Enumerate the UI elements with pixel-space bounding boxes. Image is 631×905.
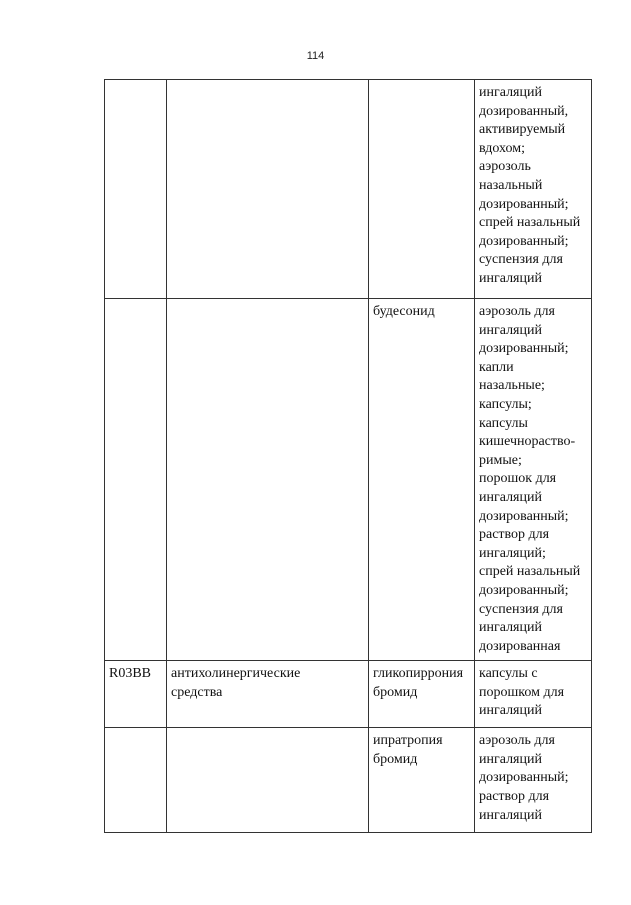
dosage-form-line: ингаляций	[479, 703, 542, 719]
dosage-form-line: дозированный;	[479, 582, 569, 598]
atc-code-cell	[105, 728, 167, 833]
dosage-form-line: вдохом;	[479, 140, 525, 156]
dosage-form-line: ингаляций	[479, 270, 542, 286]
dosage-form-cell	[475, 80, 592, 299]
group-cell	[167, 299, 369, 661]
dosage-form-line: спрей назальный	[479, 564, 581, 580]
substance-line: гликопиррония	[373, 666, 464, 682]
dosage-form-line: дозированный,	[479, 103, 569, 119]
dosage-form-line: назальный	[479, 177, 543, 193]
substance-cell	[369, 661, 475, 728]
table-row	[105, 80, 592, 299]
dosage-form-line: раствор для	[479, 789, 550, 805]
dosage-form-cell	[475, 728, 592, 833]
dosage-form-line: дозированный;	[479, 233, 569, 249]
atc-code-cell	[105, 80, 167, 299]
dosage-form-line: капсулы;	[479, 396, 532, 412]
drug-table	[104, 79, 592, 833]
atc-code-cell	[105, 299, 167, 661]
table-row	[105, 661, 592, 728]
dosage-form-line: ингаляций	[479, 322, 542, 338]
dosage-form-line: дозированный;	[479, 341, 569, 357]
group-cell	[167, 661, 369, 728]
group-line: антихолинергические	[171, 666, 301, 682]
group-line: средства	[171, 684, 223, 700]
substance-cell	[369, 299, 475, 661]
dosage-form-line: капсулы	[479, 415, 528, 431]
dosage-form-line: порошок для	[479, 471, 557, 487]
dosage-form-line: ингаляций	[479, 620, 542, 636]
dosage-form-line: активируемый	[479, 122, 566, 138]
dosage-form-line: спрей назальный	[479, 215, 581, 231]
atc-code-cell: R03BB	[105, 661, 167, 728]
dosage-form-line: кишечнораство-	[479, 434, 576, 450]
substance-cell	[369, 728, 475, 833]
dosage-form-line: аэрозоль для	[479, 304, 555, 319]
dosage-form-line: аэрозоль	[479, 159, 531, 175]
dosage-form-cell	[475, 299, 592, 661]
dosage-form-line: аэрозоль для	[479, 733, 555, 749]
dosage-form-line: раствор для	[479, 527, 550, 543]
substance-line: ипратропия	[373, 733, 443, 749]
table-row	[105, 299, 592, 661]
dosage-form-line: дозированный;	[479, 770, 569, 786]
substance-line: будесонид	[373, 304, 435, 319]
dosage-form-line: суспензия для	[479, 252, 563, 268]
dosage-form-line: дозированный;	[479, 196, 569, 212]
page-number: 114	[306, 50, 325, 62]
dosage-form-line: капли	[479, 359, 514, 375]
substance-cell	[369, 80, 475, 299]
substance-line: бромид	[373, 684, 418, 700]
dosage-form-line: ингаляций	[479, 751, 542, 767]
dosage-form-line: порошком для	[479, 684, 565, 700]
dosage-form-line: ингаляций	[479, 807, 542, 823]
dosage-form-cell	[475, 661, 592, 728]
dosage-form-line: назальные;	[479, 378, 545, 394]
table-row	[105, 728, 592, 833]
dosage-form-line: римые;	[479, 452, 522, 468]
dosage-form-line: дозированная	[479, 638, 561, 654]
dosage-form-line: ингаляций	[479, 489, 542, 505]
dosage-form-line: ингаляций	[479, 85, 542, 100]
group-cell	[167, 728, 369, 833]
dosage-form-line: капсулы с	[479, 666, 538, 682]
substance-line: бромид	[373, 751, 418, 767]
dosage-form-line: дозированный;	[479, 508, 569, 524]
dosage-form-line: суспензия для	[479, 601, 563, 617]
group-cell	[167, 80, 369, 299]
dosage-form-line: ингаляций;	[479, 545, 546, 561]
